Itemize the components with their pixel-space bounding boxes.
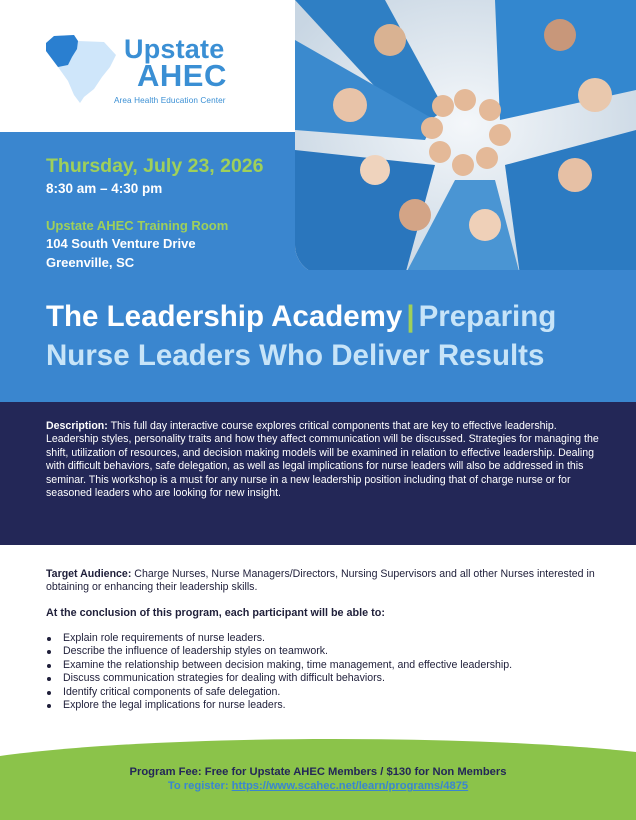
description-label: Description:	[46, 420, 108, 432]
venue-name: Upstate AHEC Training Room	[46, 218, 229, 233]
objective-text: Discuss communication strategies for dealing with difficult behaviors.	[63, 672, 385, 685]
title-band	[0, 270, 636, 402]
description	[46, 420, 602, 500]
logo-line2: AHEC	[137, 58, 227, 93]
logo	[0, 0, 295, 132]
objectives-list	[46, 632, 616, 712]
target-audience	[46, 568, 606, 595]
venue-street: 104 South Venture Drive	[46, 236, 196, 251]
objective-text: Identify critical components of safe delegation.	[63, 685, 281, 698]
footer-wave	[0, 738, 636, 820]
program-fee: Program Fee: Free for Upstate AHEC Members / $130 for Non Members	[129, 766, 507, 778]
bullet-icon	[47, 650, 51, 654]
title-main: The Leadership Academy	[46, 300, 403, 333]
bullet-icon	[47, 637, 51, 641]
list-item	[46, 645, 616, 658]
event-time: 8:30 am – 4:30 pm	[46, 181, 163, 196]
title-highlight: Preparing	[418, 300, 557, 333]
objective-text: Describe the influence of leadership styles on teamwork.	[63, 645, 328, 658]
event-date: Thursday, July 23, 2026	[46, 155, 264, 177]
bullet-icon	[47, 664, 51, 668]
register-link[interactable]: https://www.scahec.net/learn/programs/4875	[231, 780, 469, 792]
healthcare-team-fist-bump-photo	[295, 0, 636, 275]
logo-line1: Upstate	[124, 34, 225, 64]
objective-text: Explain role requirements of nurse leaders.	[63, 632, 265, 644]
list-item	[46, 699, 616, 712]
south-carolina-map-icon	[44, 33, 118, 103]
bullet-icon	[47, 677, 51, 681]
list-item	[46, 686, 616, 699]
list-item	[46, 659, 616, 672]
register-line	[0, 780, 636, 792]
title-line-1	[46, 300, 556, 334]
objective-text: Examine the relationship between decision making, time management, and effective leadership.	[63, 658, 513, 671]
bullet-icon	[47, 704, 51, 708]
list-item	[46, 632, 616, 645]
title-separator: |	[406, 300, 415, 333]
list-item	[46, 672, 616, 685]
objective-text: Explore the legal implications for nurse leaders.	[63, 699, 286, 712]
audience-text: Charge Nurses, Nurse Managers/Directors, Nursing Supervisors and all other Nurses interested in obtaining or enhancing their leadership skills.	[46, 568, 595, 594]
objectives-heading: At the conclusion of this program, each participant will be able to:	[46, 607, 385, 619]
title-line-2: Nurse Leaders Who Deliver Results	[46, 339, 545, 372]
description-text: This full day interactive course explores critical components that are key to effective leadership. Leadership styles, personality traits and how they affect communication will be discussed. Strategies for managing the shift, utilization of resources, and decision making models will be examined in relation to effective leadership. Dealing with difficult behaviors, safe delegation, as well as legal implications for nurse leaders will also be addressed in this seminar. This workshop is a must for any nurse in a new leadership position including that of charge nurse or for seasoned leaders who are looking for new insight.	[46, 420, 599, 500]
logo-tagline: Area Health Education Center	[114, 96, 226, 105]
venue-city: Greenville, SC	[46, 255, 135, 270]
register-label: To register:	[167, 780, 229, 792]
audience-label: Target Audience:	[46, 568, 132, 580]
bullet-icon	[47, 691, 51, 695]
